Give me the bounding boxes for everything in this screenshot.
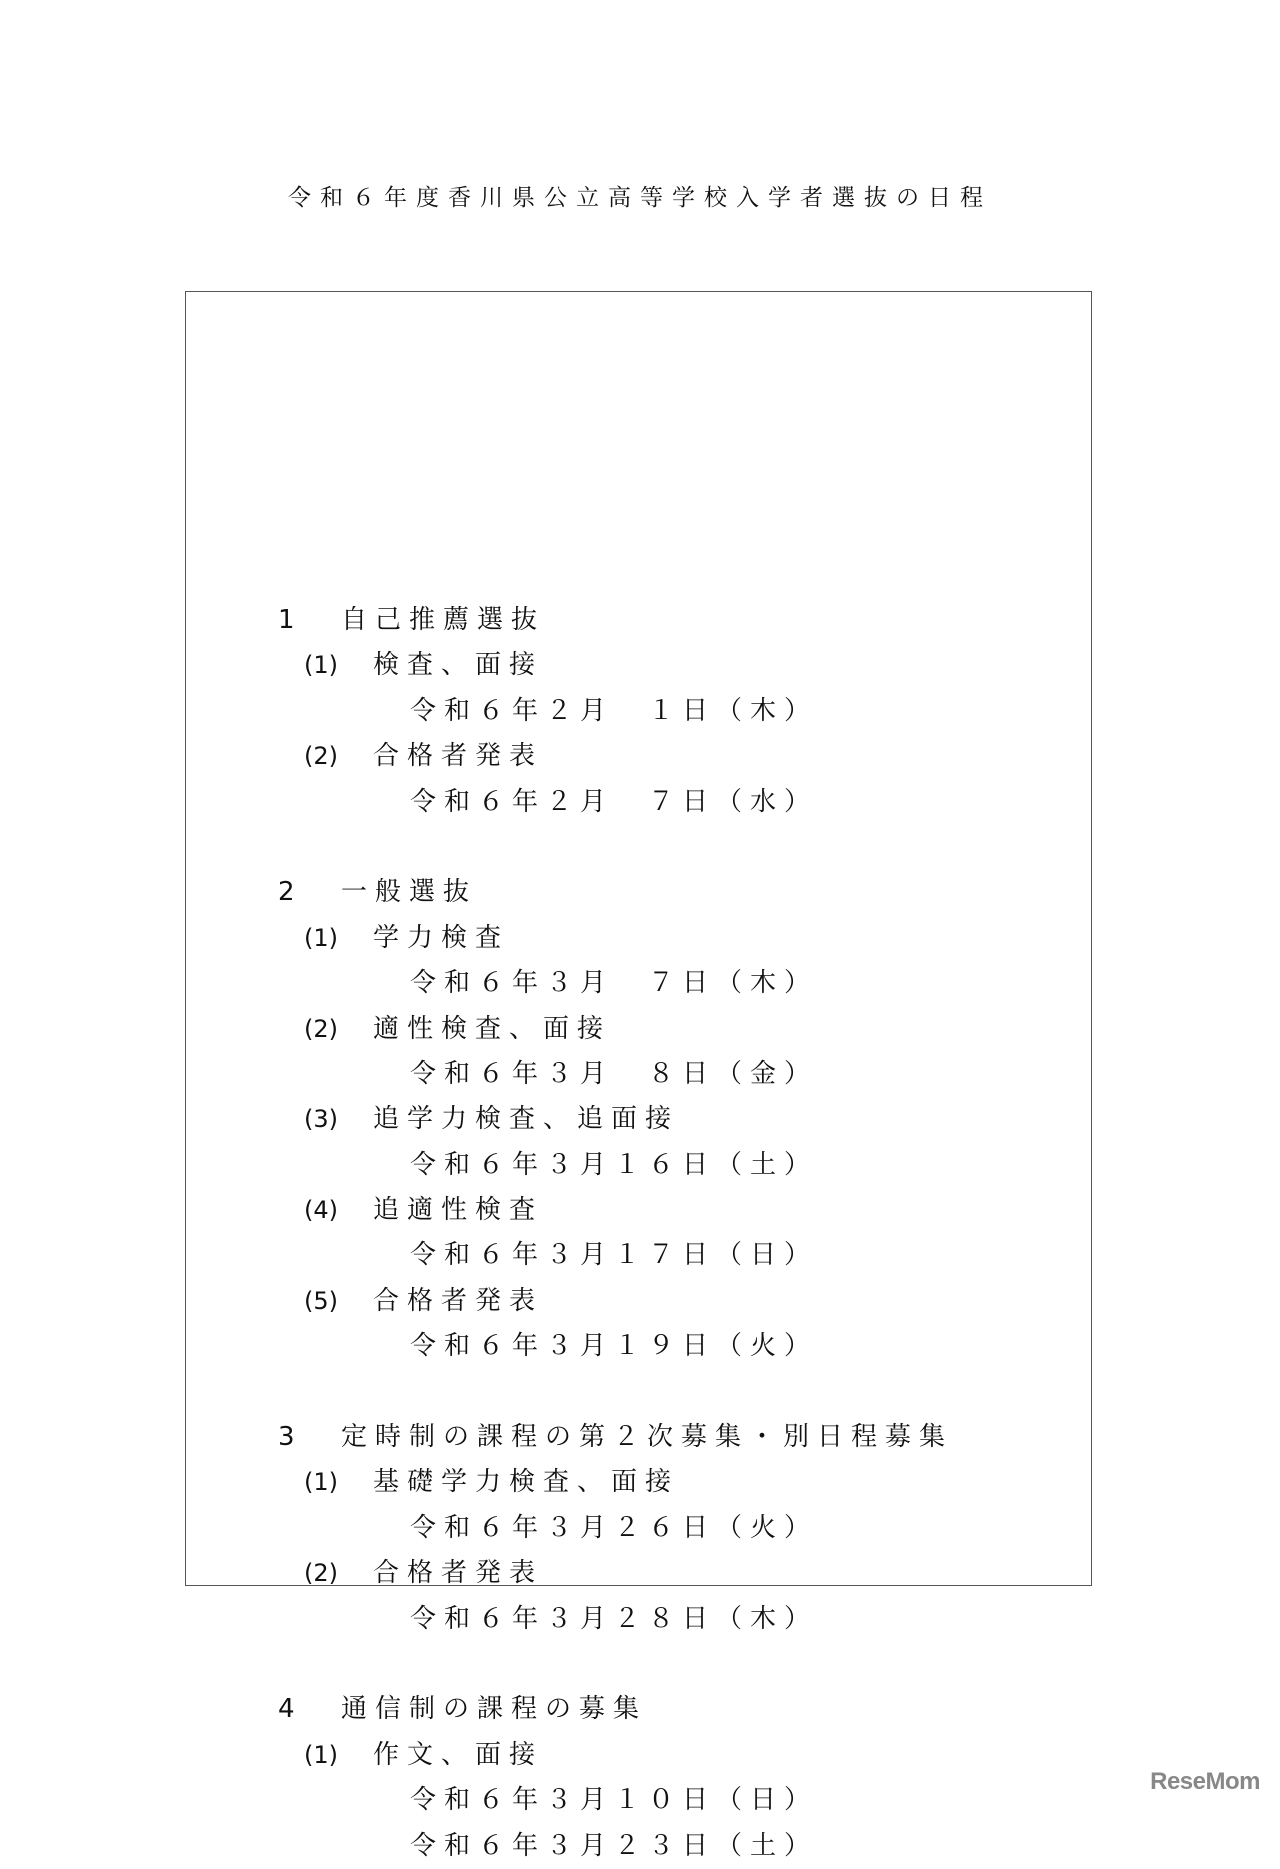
document-title: 令和６年度香川県公立高等学校入学者選抜の日程 <box>288 185 992 211</box>
item-number: (2) <box>304 742 338 771</box>
schedule-box <box>185 291 1092 1861</box>
item-row <box>186 1460 1091 1505</box>
item-date: 令和６年３月１７日（日） <box>410 1240 819 1271</box>
item-date: 令和６年３月２８日（木） <box>410 1603 819 1634</box>
section-number: 2 <box>278 877 303 908</box>
item-label: 検査、面接 <box>373 650 544 681</box>
date-row <box>186 1052 1091 1097</box>
schedule-content <box>186 598 1091 1869</box>
item-date: 令和６年３月２３日（土） <box>410 1830 819 1861</box>
item-row <box>186 1188 1091 1233</box>
item-number: (4) <box>304 1196 338 1225</box>
item-number: (3) <box>304 1105 338 1134</box>
item-row <box>186 1007 1091 1052</box>
item-date: 令和６年３月 ７日（木） <box>410 968 819 999</box>
date-row <box>186 689 1091 734</box>
item-row <box>186 734 1091 779</box>
date-row <box>186 1824 1091 1869</box>
section-heading <box>186 1415 1091 1460</box>
item-label: 追適性検査 <box>373 1195 544 1226</box>
section-heading <box>186 1687 1091 1732</box>
item-date: 令和６年３月 ８日（金） <box>410 1058 819 1089</box>
item-label: 合格者発表 <box>373 1558 544 1589</box>
resemom-logo: ReseMom <box>1150 1768 1260 1795</box>
item-date: 令和６年３月１０日（日） <box>410 1785 819 1816</box>
date-row <box>186 780 1091 825</box>
item-label: 追学力検査、追面接 <box>373 1104 680 1135</box>
item-row <box>186 1279 1091 1324</box>
item-row <box>186 1551 1091 1596</box>
date-row <box>186 1778 1091 1823</box>
item-label: 合格者発表 <box>373 741 544 772</box>
blank-line <box>186 1642 1091 1687</box>
item-label: 合格者発表 <box>373 1285 544 1316</box>
item-number: (1) <box>304 923 338 952</box>
item-row <box>186 916 1091 961</box>
item-date: 令和６年２月 ７日（水） <box>410 786 819 817</box>
section-heading <box>186 598 1091 643</box>
item-row <box>186 1097 1091 1142</box>
section-title: 一般選抜 <box>341 877 478 908</box>
blank-line <box>186 1370 1091 1415</box>
date-row <box>186 1233 1091 1278</box>
date-row <box>186 1143 1091 1188</box>
item-number: (1) <box>304 651 338 680</box>
date-row <box>186 961 1091 1006</box>
blank-line <box>186 825 1091 870</box>
item-label: 作文、面接 <box>373 1739 544 1770</box>
item-number: (2) <box>304 1014 338 1043</box>
section-title: 自己推薦選抜 <box>341 605 546 635</box>
item-number: (2) <box>304 1559 338 1588</box>
item-label: 基礎学力検査、面接 <box>373 1467 680 1498</box>
item-date: 令和６年２月 １日（木） <box>410 695 819 726</box>
item-label: 適性検査、面接 <box>373 1013 612 1044</box>
section-heading <box>186 870 1091 915</box>
date-row <box>186 1597 1091 1642</box>
date-row <box>186 1506 1091 1551</box>
item-date: 令和６年３月１９日（火） <box>410 1331 819 1362</box>
item-date: 令和６年３月２６日（火） <box>410 1512 819 1543</box>
date-row <box>186 1324 1091 1369</box>
item-number: (1) <box>304 1740 338 1769</box>
item-row <box>186 643 1091 688</box>
section-title: 定時制の課程の第２次募集・別日程募集 <box>341 1422 954 1453</box>
section-title: 通信制の課程の募集 <box>341 1694 648 1725</box>
item-label: 学力検査 <box>373 922 510 953</box>
item-number: (1) <box>304 1468 338 1497</box>
item-date: 令和６年３月１６日（土） <box>410 1149 819 1180</box>
section-number: 4 <box>278 1694 303 1725</box>
section-number: 1 <box>278 605 303 635</box>
section-number: 3 <box>278 1422 303 1453</box>
item-row <box>186 1733 1091 1778</box>
item-number: (5) <box>304 1286 338 1315</box>
